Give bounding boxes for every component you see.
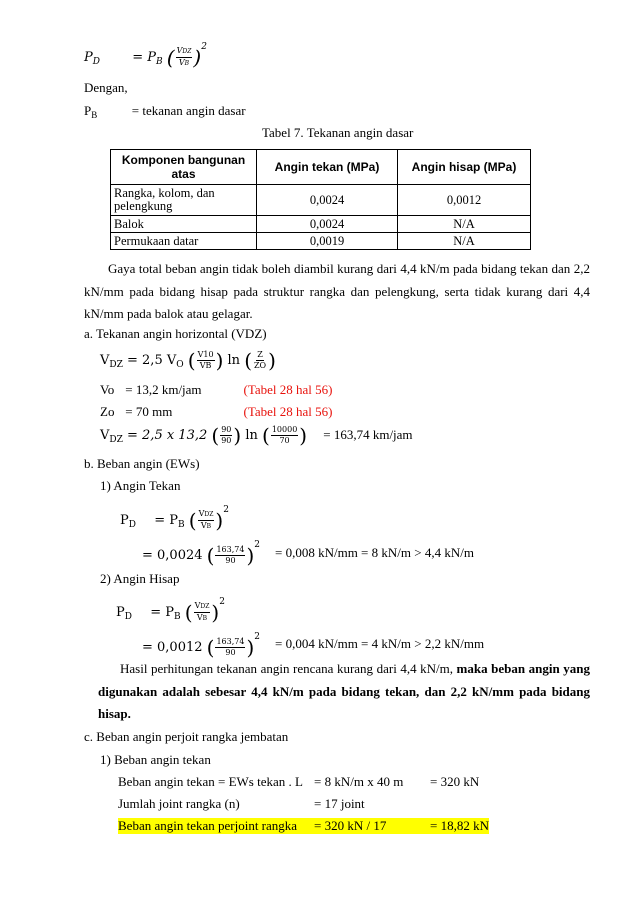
dengan-label: Dengan, [84, 80, 128, 95]
formula-pd-hisap: $P_D = P_B$ ( $\frac{\text{VDZ}}{VB}$ )$^2$ [116, 597, 225, 625]
pd-hisap-calculation: = 0,0012 ( $\frac{163,74}{90}$ )$^2$ [142, 632, 261, 660]
table-row [111, 185, 531, 216]
table-cell: Balok [111, 216, 257, 233]
table-header-row [111, 150, 531, 185]
conclusion-bold: maka beban angin yang digunakan adalah sebesar 4,4 kN/m pada bidang tekan, dan 2,2 kN/mm pada bidang hisap. [98, 661, 590, 721]
table-header: Angin hisap (MPa) [398, 150, 531, 185]
vdz-calculation: $V_{DZ} = 2,5$ x 13,2 ( $\frac{90}{90}$ ) ln ( $\frac{10000}{70}$ ) = 163,74 km/jam [100, 423, 413, 448]
vo-line: Vo = 13,2 km/jam (Tabel 28 hal 56) [100, 382, 333, 397]
table-header: Angin tekan (MPa) [257, 150, 398, 185]
vo-reference: (Tabel 28 hal 56) [243, 382, 333, 397]
pb-definition: $P_B$ = tekanan angin dasar [84, 103, 246, 120]
angin-tekan-title: 1) Angin Tekan [100, 478, 181, 493]
formula-vdz: $V_{DZ} = 2,5$ $V_O$ ( $\frac{V10}{VB}$ ) ln ( $\frac{Z}{ZO}$ ) [100, 348, 276, 373]
paragraph-total-wind-load: Gaya total beban angin tidak boleh diambil kurang dari 4,4 kN/m pada bidang tekan dan 2,2 kN/mm pada bidang hisap pada struktur rangka dan pelengkung, serta tidak kurang dari 4,4 kN/mm pada balok atau gelagar. [84, 261, 590, 321]
section-c-title: c. Beban angin perjoit rangka jembatan [84, 729, 289, 744]
calc-row-highlighted: Beban angin tekan perjoint rangka = 320 kN / 17 = 18,82 kN [118, 818, 489, 833]
table-cell: 0,0012 [398, 185, 531, 216]
pd-hisap-result: = 0,004 kN/mm = 4 kN/m > 2,2 kN/mm [275, 636, 485, 651]
calc-row: Beban angin tekan = EWs tekan . L = 8 kN/m x 40 m = 320 kN [118, 774, 480, 789]
table-row [111, 216, 531, 233]
pd-tekan-result: = 0,008 kN/mm = 8 kN/m > 4,4 kN/m [275, 545, 474, 560]
zo-reference: (Tabel 28 hal 56) [243, 404, 333, 419]
section-b-title: b. Beban angin (EWs) [84, 456, 200, 471]
angin-hisap-title: 2) Angin Hisap [100, 571, 180, 586]
formula-pd-top: $P_D = P_B$ ( $\frac{\text{VDZ}}{VB}$ )$^2$ [84, 42, 207, 70]
wind-pressure-table [110, 149, 531, 250]
table-caption: Tabel 7. Tekanan angin dasar [262, 125, 414, 140]
beban-angin-tekan-title: 1) Beban angin tekan [100, 752, 211, 767]
table-cell: Rangka, kolom, dan pelengkung [111, 185, 257, 216]
formula-pd-tekan: $P_D = P_B$ ( $\frac{\text{VDZ}}{VB}$ )$^2$ [120, 505, 229, 533]
pd-tekan-calculation: = 0,0024 ( $\frac{163,74}{90}$ )$^2$ [142, 540, 261, 568]
zo-line: Zo = 70 mm (Tabel 28 hal 56) [100, 404, 333, 419]
table-row [111, 233, 531, 250]
table-cell: N/A [398, 233, 531, 250]
conclusion-paragraph: Hasil perhitungan tekanan angin rencana kurang dari 4,4 kN/m, maka beban angin yang digunakan adalah sebesar 4,4 kN/m pada bidang tekan, dan 2,2 kN/mm pada bidang hisap. [98, 661, 590, 721]
table-cell: N/A [398, 216, 531, 233]
section-a-title: a. Tekanan angin horizontal (VDZ) [84, 326, 267, 341]
table-cell: Permukaan datar [111, 233, 257, 250]
calc-row: Jumlah joint rangka (n) = 17 joint [118, 796, 365, 811]
table-cell: 0,0019 [257, 233, 398, 250]
table-header: Komponen bangunan atas [111, 150, 257, 185]
table-cell: 0,0024 [257, 216, 398, 233]
table-cell: 0,0024 [257, 185, 398, 216]
